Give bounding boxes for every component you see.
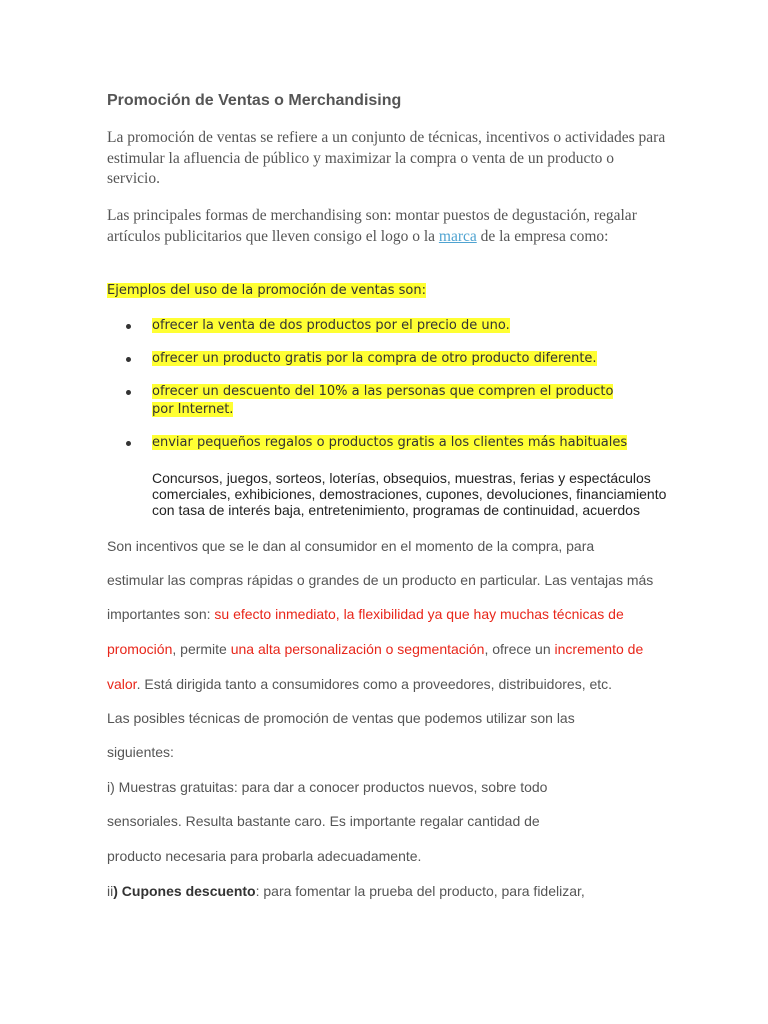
example-text: ofrecer la venta de dos productos por el precio de uno. [152,318,510,333]
example-text: ofrecer un producto gratis por la compra de otro producto diferente. [152,351,597,366]
highlight-red-text: valor [107,676,137,692]
merch-text-before: Las principales formas de merchandising son: montar puestos de degustación, regalar artículos publicitarios que lleven consigo el logo o la [107,207,637,245]
body-line-1: Son incentivos que se le dan al consumidor en el momento de la compra, para [107,538,595,554]
body-text: importantes son: [107,606,215,622]
intro-paragraph: La promoción de ventas se refiere a un conjunto de técnicas, incentivos o actividades para estimular la afluencia de público y maximizar la compra o venta de un producto o servicio. [107,129,666,187]
bullet-icon [126,324,131,329]
body-text: . Está dirigida tanto a consumidores como a proveedores, distribuidores, etc. [136,676,613,692]
body-line-8: i) Muestras gratuitas: para dar a conocer productos nuevos, sobre todo [107,779,548,795]
body-line-5 [107,676,667,692]
body-text: , permite [172,641,231,657]
examples-heading [107,283,426,298]
page-title: Promoción de Ventas o Merchandising [107,92,402,109]
body-line-7: siguientes: [107,744,174,760]
body-text: : para fomentar la prueba del producto, para fidelizar, [255,883,585,899]
highlight-red-text: su efecto inmediato, la flexibilidad ya que hay muchas técnicas de [214,606,624,622]
body-line-4 [107,641,667,657]
bullet-icon [126,441,131,446]
example-text: ofrecer un descuento del 10% a las personas que compren el producto por Internet. [152,384,614,417]
body-line-11 [107,883,667,899]
merch-text-after: de la empresa como: [476,227,609,245]
examples-heading-text: Ejemplos del uso de la promoción de ventas son: [107,283,426,298]
list-item [126,383,636,419]
body-line-10: producto necesaria para probarla adecuadamente. [107,848,422,864]
marca-link[interactable]: marca [438,227,477,245]
bold-term: ) Cupones descuento [113,883,256,899]
list-item [126,350,636,368]
techniques-list-text: Concursos, juegos, sorteos, loterías, obsequios, muestras, ferias y espectáculos comerciales, exhibiciones, demostraciones, cupones, devoluciones, financiamiento con tasa de interés baja, entretenimiento, programas de continuidad, acuerdos [152,470,667,518]
body-text: , ofrece un [484,641,555,657]
bullet-icon [126,357,131,362]
body-text: ii [107,883,114,899]
body-line-6: Las posibles técnicas de promoción de ventas que podemos utilizar son las [107,710,575,726]
examples-list [126,317,636,452]
merchandising-paragraph [107,206,667,247]
body-line-2: estimular las compras rápidas o grandes de un producto en particular. Las ventajas más [107,572,654,588]
body-line-3 [107,606,667,622]
highlight-red-text: una alta personalización o segmentación [230,641,485,657]
list-item [126,317,636,335]
highlight-red-text: incremento de [554,641,644,657]
body-line-9: sensoriales. Resulta bastante caro. Es importante regalar cantidad de [107,813,540,829]
highlight-red-text: promoción [107,641,173,657]
list-item [126,434,636,452]
bullet-icon [126,390,131,395]
example-text: enviar pequeños regalos o productos gratis a los clientes más habituales [152,435,628,450]
